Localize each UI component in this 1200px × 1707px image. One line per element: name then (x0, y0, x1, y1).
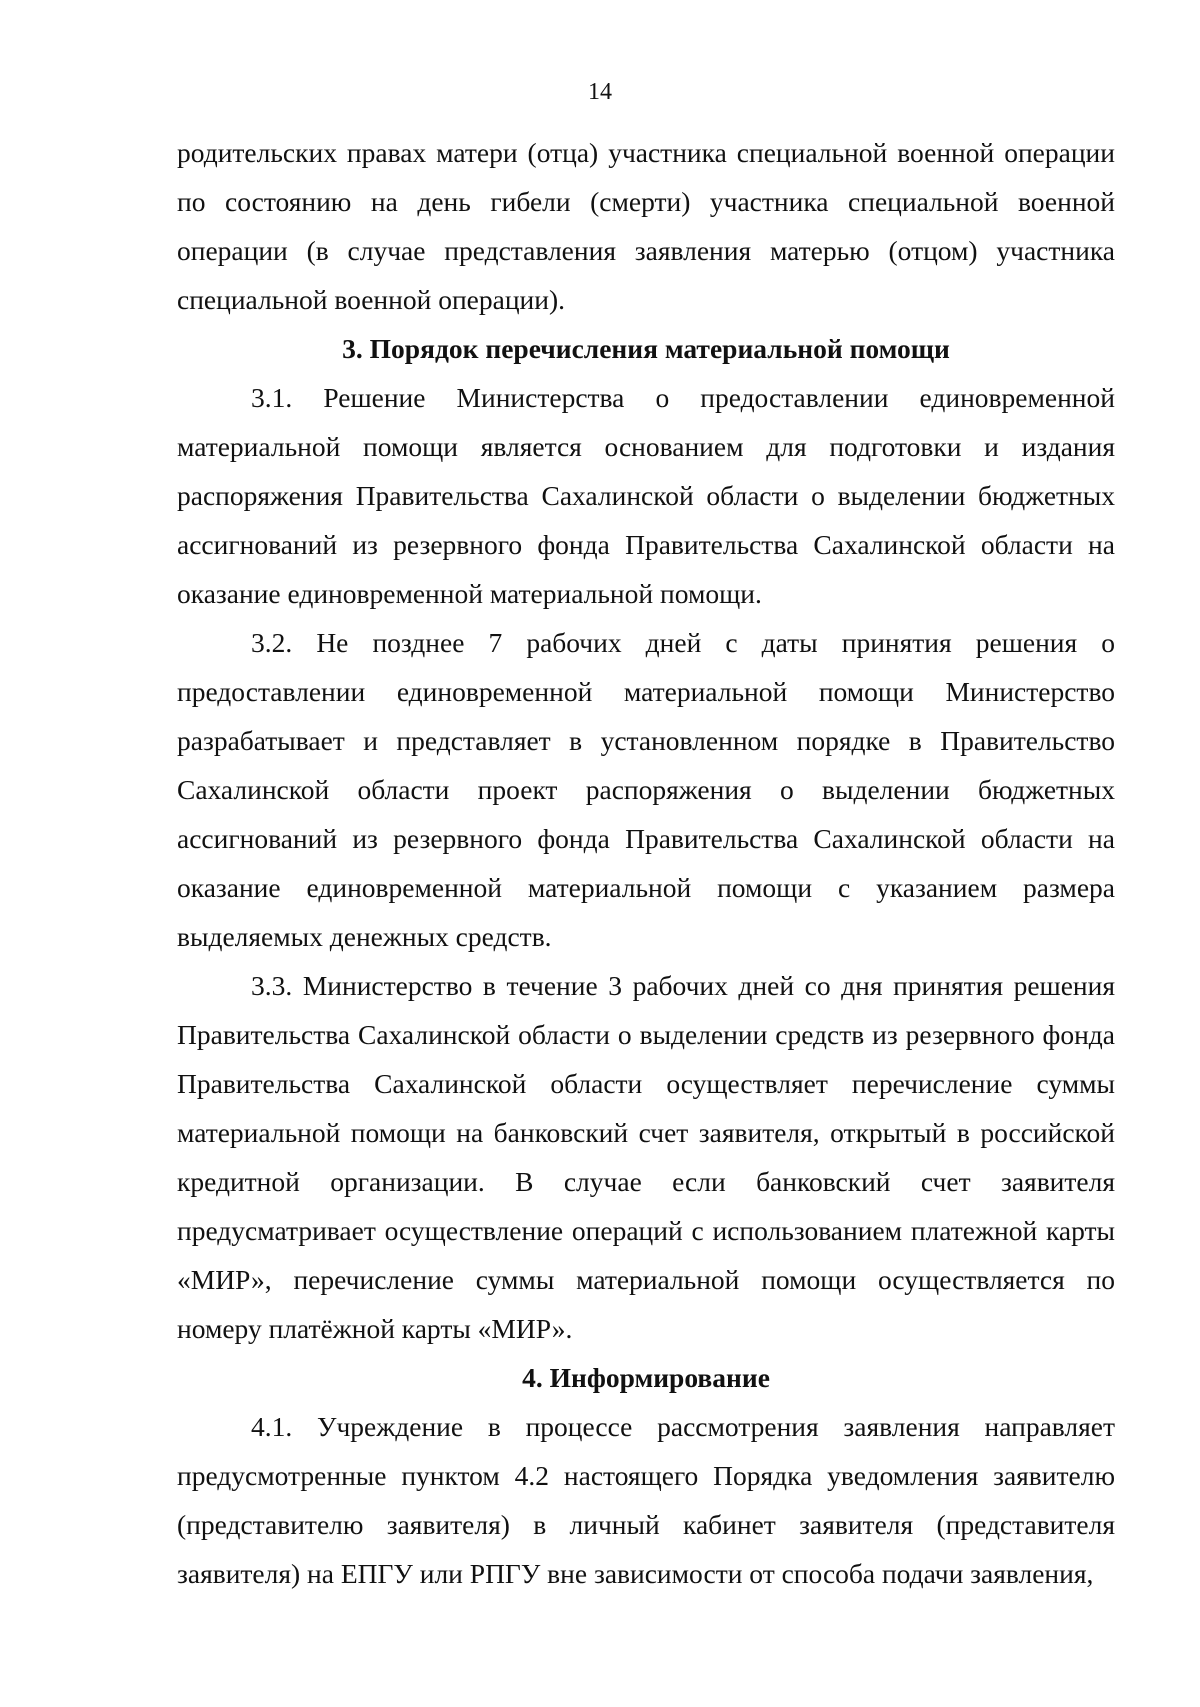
paragraph-3-1: 3.1. Решение Министерства о предоставлении единовременной материальной помощи является основанием для подготовки и издания распоряжения Правительства Сахалинской области о выделении бюджетных ассигнований из резервного фонда Правительства Сахалинской области на оказание единовременной материальной помощи. (177, 382, 1115, 609)
paragraph-3-3: 3.3. Министерство в течение 3 рабочих дней со дня принятия решения Правительства Сахалинской области о выделении средств из резервного фонда Правительства Сахалинской области осуществляет перечисление суммы материальной помощи на банковский счет заявителя, открытый в российской кредитной организации. В случае если банковский счет заявителя предусматривает осуществление операций с использованием платежной карты «МИР», перечисление суммы материальной помощи осуществляется по номеру платёжной карты «МИР». (177, 970, 1115, 1344)
section-heading-4: 4. Информирование (522, 1362, 770, 1393)
paragraph-4-1: 4.1. Учреждение в процессе рассмотрения заявления направляет предусмотренные пунктом 4.2 настоящего Порядка уведомления заявителю (представителю заявителя) в личный кабинет заявителя (представителя заявителя) на ЕПГУ или РПГУ вне зависимости от способа подачи заявления, (177, 1411, 1115, 1589)
paragraph-continuation: родительских правах матери (отца) участника специальной военной операции по состоянию на день гибели (смерти) участника специальной военной операции (в случае представления заявления матерью (отцом) участника специальной военной операции). (177, 137, 1115, 315)
document-body (177, 128, 1115, 1598)
paragraph-3-2: 3.2. Не позднее 7 рабочих дней с даты принятия решения о предоставлении единовременной материальной помощи Министерство разрабатывает и представляет в установленном порядке в Правительство Сахалинской области проект распоряжения о выделении бюджетных ассигнований из резервного фонда Правительства Сахалинской области на оказание единовременной материальной помощи с указанием размера выделяемых денежных средств. (177, 627, 1115, 952)
page-number: 14 (588, 79, 612, 105)
section-heading-3: 3. Порядок перечисления материальной помощи (342, 333, 950, 364)
